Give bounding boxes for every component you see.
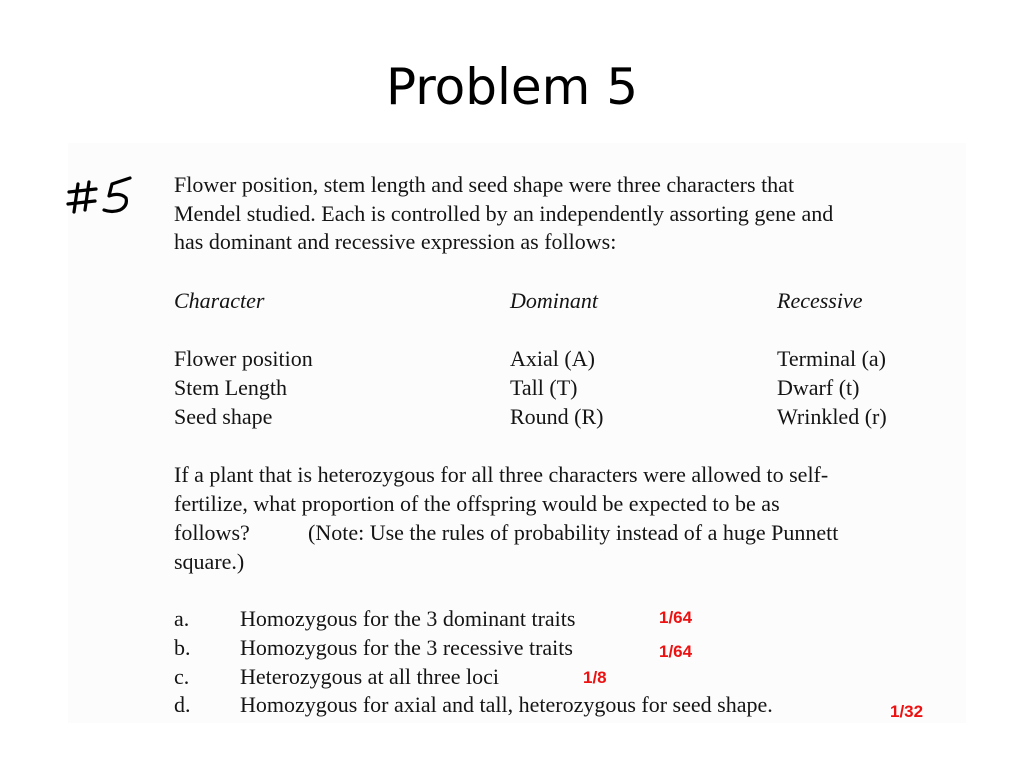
intro-line-3: has dominant and recessive expression as follows:: [174, 229, 617, 254]
row-seed-recessive: Wrinkled (r): [777, 404, 887, 429]
item-c-letter: c.: [174, 664, 190, 689]
item-a-letter: a.: [174, 606, 190, 631]
question-note: (Note: Use the rules of probability instead of a huge Punnett: [308, 520, 839, 545]
item-a-text: Homozygous for the 3 dominant traits: [240, 606, 576, 631]
question-line-2: fertilize, what proportion of the offspring would be expected to be as: [174, 491, 780, 516]
row-stem-dominant: Tall (T): [510, 375, 578, 400]
header-character: Character: [174, 288, 265, 313]
row-seed-character: Seed shape: [174, 404, 273, 429]
item-d-text: Homozygous for axial and tall, heterozygous for seed shape.: [240, 692, 773, 717]
row-stem-character: Stem Length: [174, 375, 288, 400]
row-stem-recessive: Dwarf (t): [777, 375, 860, 400]
row-flower-dominant: Axial (A): [510, 346, 595, 371]
handwritten-problem-number: [66, 170, 146, 220]
item-c-answer: 1/8: [583, 668, 607, 687]
item-b-text: Homozygous for the 3 recessive traits: [240, 635, 573, 660]
item-c-text: Heterozygous at all three loci: [240, 664, 500, 689]
item-b-answer: 1/64: [659, 642, 693, 661]
row-seed-dominant: Round (R): [510, 404, 604, 429]
question-line-1: If a plant that is heterozygous for all three characters were allowed to self-: [174, 462, 829, 487]
question-line-3: follows?: [174, 520, 250, 545]
intro-line-2: Mendel studied. Each is controlled by an independently assorting gene and: [174, 201, 834, 226]
slide-title: Problem 5: [385, 58, 639, 116]
header-dominant: Dominant: [510, 288, 598, 313]
row-flower-character: Flower position: [174, 346, 313, 371]
intro-line-1: Flower position, stem length and seed shape were three characters that: [174, 172, 795, 197]
item-b-letter: b.: [174, 635, 191, 660]
header-recessive: Recessive: [777, 288, 863, 313]
row-flower-recessive: Terminal (a): [777, 346, 887, 371]
question-line-4: square.): [174, 549, 245, 574]
item-d-answer: 1/32: [890, 702, 924, 721]
item-a-answer: 1/64: [659, 608, 693, 627]
item-d-letter: d.: [174, 692, 191, 717]
